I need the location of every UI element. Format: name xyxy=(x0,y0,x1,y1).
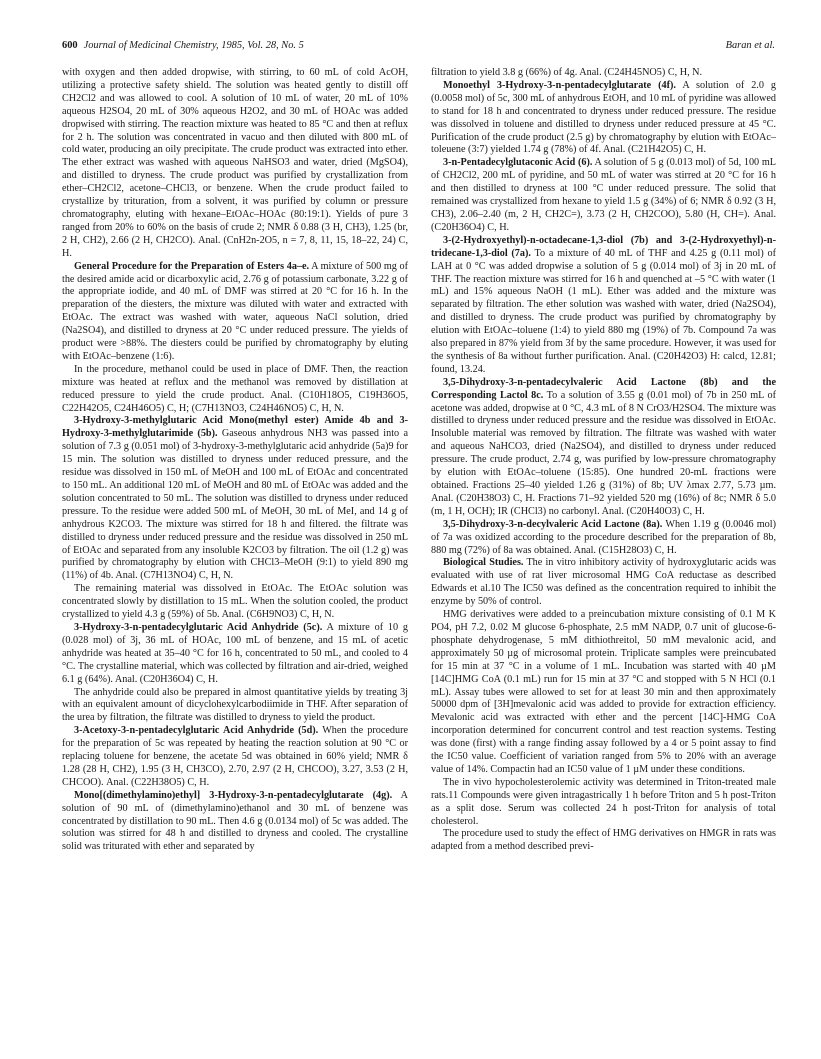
paragraph xyxy=(431,519,776,558)
paragraph-text: HMG derivatives were added to a preincubation mixture consisting of 0.1 M K PO4, pH 7.2, 0.02 M glucose 6-phosphate, 2.5 mM NADP, 0.7 unit of glucose-6-phosphate dehydrogenase, 5 mM dithiothreitol, 50 mM mevalonic acid, and approximately 50 µg of microsomal protein. Triplicate samples were preincubated for 15 min at 37 °C in a volume of 1 mL. Incubation was started with 40 µM [14C]HMG CoA (0.1 mL) run for 15 min at 37 °C and stopped with 5 N HCl (0.1 mL). Assay tubes were allowed to set for at least 30 min and then approximately 50000 dpm of [3H]mevalonic acid was added to provide for extraction efficiency. Mevalonic acid was extracted with ether and the percent [14C]-HMG CoA incorporation determined for concurrent control and test reaction systems. Testing was done (first) with a range finding assay followed by a 4 or 5 point assay to find the IC50 value. Coefficient of variation ranged from 5% to 20% with an average value of 14%. Compactin had an IC50 value of 1 µM under these conditions. xyxy=(431,609,776,775)
paragraph-text: filtration to yield 3.8 g (66%) of 4g. Anal. (C24H45NO5) C, H, N. xyxy=(431,67,703,78)
paragraph-text: with oxygen and then added dropwise, with stirring, to 60 mL of cold AcOH, utilizing a protective safety shield. The solution was heated gently to distill off CH2Cl2 and was allowed to cool. A solution of 10 mL of water, 20 mL of 10% aqueous H2SO4, 20 mL of 30% aqueous H2O2, and 30 mL of HOAc was added dropwised with stirring. The reaction mixture was heated to 85 °C and then at reflux for 2 h. The solution was concentrated in vacuo and then diluted with 800 mL of cold water, producing an oily precipitate. The crude product was extracted into ether. The ether extract was washed with aqueous NaHSO3 and water, dried (MgSO4), and distilled to dryness. The crude product was purified by crystallization from ether–CH2Cl2, acetone–CHCl3, or benzene. When the crude product failed to crystallize by trituration, from a solvent, it was purified by column or pressure chromatography, eluting with hexane–EtOAc–HOAc (80:19:1). Yields of pure 3 ranged from 20% to 60% on the basis of crude 2; NMR δ 0.88 (3 H, CH3), 1.25 (br, 2 H, CH2), 2.66 (2 H, CH2CO). Anal. (CnH2n-2O5, n = 7, 8, 11, 15, 18–22, 24) C, H. xyxy=(62,67,408,259)
paragraph-text: The anhydride could also be prepared in almost quantitative yields by treating 3j with an equivalent amount of dicyclohexylcarbodiimide in THF. After separation of the urea by filtration, the filtrate was distilled to dryness to yield the product. xyxy=(62,686,408,724)
section-heading: Mono[(dimethylamino)ethyl] 3-Hydroxy-3-n-pentadecylglutarate (4g). xyxy=(74,789,393,801)
paragraph-text: To a mixture of 40 mL of THF and 4.25 g (0.11 mol) of LAH at 0 °C was added dropwise a solution of 5 g (0.014 mol) of 3j in 20 mL of THF. The reaction mixture was stirred for 16 h and quenched at –5 °C with water (1 mL) and 15% aqueous NaOH (1 mL). Ether was added and the mixture was separated by filtration. The ether solution was washed with water, dried (Na2SO4), and distilled to dryness. The crude product was purified by chromatography by elution with EtOAc–toluene (1:4) to yield 880 mg (19%) of 7b. Compound 7a was also prepared in 87% yield from 3f by the same procedure. However, it was used for the synthesis of 8a without further purification. Anal. (C20H42O3) H: calcd, 12.81; found, 13.24. xyxy=(431,247,776,375)
paragraph-text: When the procedure for the preparation of 5c was repeated by heating the reaction solution at 90 °C or replacing toluene for benzene, the acetate 5d was obtained in 60% yield; NMR δ 1.28 (28 H, CH2), 1.95 (3 H, CH3CO), 2.70, 2.97 (2 H, CHCOO), 3.27, 3.53 (2 H, CHCOO). Anal. (C22H38O5) C, H. xyxy=(62,725,408,788)
header-left xyxy=(62,40,304,51)
paragraph xyxy=(62,622,408,687)
paragraph-text: A solution of 2.0 g (0.0058 mol) of 5c, 300 mL of anhydrous EtOH, and 10 mL of pyridine was allowed to stand for 18 h and concentrated to dryness under reduced pressure. The residue was dissolved in toluene and distilled to dryness under reduced pressure at 45 °C. Purification of the crude product (2.5 g) by chromatography by elution with EtOAc–toleuene (3:7) yielded 1.74 g (78%) of 4f. Anal. (C21H42O5) C, H. xyxy=(431,79,776,156)
paragraph xyxy=(431,609,776,777)
section-heading: 3-Acetoxy-3-n-pentadecylglutaric Acid Anhydride (5d). xyxy=(74,725,319,737)
paragraph xyxy=(431,235,776,377)
section-heading: 3-n-Pentadecylglutaconic Acid (6). xyxy=(443,157,593,169)
paragraph xyxy=(431,80,776,157)
paragraph xyxy=(62,583,408,622)
paragraph xyxy=(62,415,408,583)
section-heading: Monoethyl 3-Hydroxy-3-n-pentadecylglutarate (4f). xyxy=(443,79,676,91)
paragraph xyxy=(431,777,776,829)
section-heading: 3,5-Dihydroxy-3-n-decylvaleric Acid Lactone (8a). xyxy=(443,518,663,530)
paragraph xyxy=(62,687,408,726)
paragraph xyxy=(431,67,776,80)
paragraph-text: A solution of 90 mL of (dimethylamino)ethanol and 30 mL of benzene was concentrated by distillation to 90 mL. Then 4.6 g (0.0134 mol) of 5c was added. The solution was stirred for 48 h and distilled to dryness and cooled. The crystalline solid was triturated with ether and separated by xyxy=(62,789,408,853)
header-authors: Baran et al. xyxy=(725,40,775,51)
paragraph-text: A mixture of 10 g (0.028 mol) of 3j, 36 mL of HOAc, 100 mL of benzene, and 15 mL of acetic anhydride was heated at 35–40 °C for 16 h, concentrated to 50 mL, and cooled to 4 °C. The crystalline material, which was collected by filtration and air-dried, weighed 6.1 g (64%). Anal. (C20H36O4) C, H. xyxy=(62,621,408,685)
paragraph-text: Gaseous anhydrous NH3 was passed into a solution of 7.3 g (0.051 mol) of 3-hydroxy-3-methylglutaric acid anhydride (5a)9 for 15 min. The solution was distilled to dryness under reduced pressure, and the residue was dissolved in 150 mL of MeOH and 100 mL of EtOAc and concentrated to 150 mL. An additional 120 mL of MeOH and 80 mL of EtOAc was added and the solution concentrated to 50 mL. The solution was distilled to dryness under reduced pressure. To the residue were added 500 mL of MeOH, 30 mL of MeI, and 14 g of anhydrous K2CO3. The mixture was stirred for 18 h and filtered. the filtrate was distilled to dryness under reduced pressure and the residue was dissolved in 250 mL of EtOAc and separated from any insoluble K2CO3 by filtration. The oil (1.2 g) was purified by chromatography by elution with CHCl3–MeOH (9:1) to yield 890 mg (11%) of 4b. Anal. (C7H13NO4) C, H, N. xyxy=(62,428,409,582)
section-heading: 3-Hydroxy-3-methylglutaric Acid Mono(methyl ester) Amide 4b and 3-Hydroxy-3-methylglutarimide (5b). xyxy=(62,415,408,440)
paragraph xyxy=(62,67,408,261)
paragraph xyxy=(431,828,776,854)
section-heading: 3-(2-Hydroxyethyl)-n-octadecane-1,3-diol (7b) and 3-(2-Hydroxyethyl)-n-tridecane-1,3-diol (7a). xyxy=(431,234,776,259)
section-heading: General Procedure for the Preparation of Esters 4a–e. xyxy=(74,260,310,272)
paragraph-text: The in vitro inhibitory activity of hydroxyglutaric acids was evaluated with use of rat liver microsomal HMG CoA reductase as described Edwards et al.10 The IC50 was defined as the concentration required to inhibit the enzyme by 50% of control. xyxy=(431,557,776,608)
paragraph xyxy=(431,157,776,234)
running-header xyxy=(62,40,775,56)
paragraph-text: The remaining material was dissolved in EtOAc. The EtOAc solution was concentrated slowly by distillation to 15 mL. When the solution cooled, the product crystallized to yield 4.3 g (59%) of 5b. Anal. (C6H9NO3) C, H, N. xyxy=(62,583,408,621)
paragraph-text: A solution of 5 g (0.013 mol) of 5d, 100 mL of CH2Cl2, 200 mL of pyridine, and 50 mL of water was stirred at 20 °C for 16 h and then distilled to dryness at 100 °C under reduced pressure. The solid that remained was crystallized from hexane to yield 1.5 g (34%) of 6; NMR δ 0.92 (3 H, CH3), 2.06–2.40 (m, 2 H, CH2C=), 3.73 (2 H, CH2COO), 5.80 (H, CH=). Anal. (C20H36O4) C, H. xyxy=(431,157,776,233)
section-heading: 3-Hydroxy-3-n-pentadecylglutaric Acid Anhydride (5c). xyxy=(74,621,323,633)
section-heading: 3,5-Dihydroxy-3-n-pentadecylvaleric Acid Lactone (8b) and the Corresponding Lactol 8c. xyxy=(431,376,776,401)
paragraph xyxy=(62,790,408,855)
paragraph-text: A mixture of 500 mg of the desired amide acid or dicarboxylic acid, 2.76 g of potassium carbonate, 3.22 g of the appropriate iodide, and 40 mL of DMF was stirred at 20 °C for 16 h. In the preparation of the diesters, the mixture was diluted with water and extracted with EtOAc. The extract was washed with water, aqueous NaCl solution, dried (Na2SO4), and distilled to dryness at 20 °C under reduced pressure. The yields of product were >88%. The diesters could be purified by chromatography by eluting with EtOAc–benzene (1:6). xyxy=(62,260,408,362)
journal-citation: Journal of Medicinal Chemistry, 1985, Vol. 28, No. 5 xyxy=(83,40,304,51)
paragraph-text: When 1.19 g (0.0046 mol) of 7a was oxidized according to the procedure described for the preparation of 8b, 880 mg (72%) of 8a was obtained. Anal. (C15H28O3) C, H. xyxy=(431,518,776,556)
paragraph xyxy=(62,725,408,790)
page-number: 600 xyxy=(62,40,78,51)
section-heading: Biological Studies. xyxy=(443,557,524,569)
paragraph xyxy=(431,377,776,519)
right-column xyxy=(431,67,776,854)
paragraph-text: The procedure used to study the effect of HMG derivatives on HMGR in rats was adapted from a method described previ- xyxy=(431,828,776,853)
paragraph-text: The in vivo hypocholesterolemic activity was determined in Triton-treated male rats.11 Compounds were given intragastrically 1 h before Triton and 5 h post-Triton as a split dose. Serum was collected 24 h post-Triton for analysis of total cholesterol. xyxy=(431,776,776,827)
paragraph xyxy=(62,364,408,416)
paragraph-text: In the procedure, methanol could be used in place of DMF. Then, the reaction mixture was heated at reflux and the methanol was removed by distillation at reduced pressure to yield the crude product. Anal. (C10H18O5, C19H36O5, C22H42O5, C24H46O5) C, H; (C7H13NO3, C24H46NO5) C, H, N. xyxy=(62,363,408,414)
paragraph xyxy=(431,557,776,609)
paragraph-text: To a solution of 3.55 g (0.01 mol) of 7b in 250 mL of acetone was added, dropwise at 0 °C, 4.3 mL of 8 N CrO3/H2SO4. The mixture was distilled to dryness under reduced pressure and the residue was dissolved in EtOAc. Insoluble material was removed by filtration. The filtrate was washed with water and aqueous NaHCO3, dried (Na2SO4), and distilled to dryness under reduced pressure. The crude product, 2.74 g, was purified by low-pressure chromatography by elution with EtOAc–toluene (15:85). One hundred 20-mL fractions were obtained. Fractions 25–40 yielded 1.26 g (31%) of 8b; UV λmax 2.77, 5.73 µm. Anal. (C20H38O3) C, H. Fractions 71–92 yielded 520 mg (16%) of 8c; NMR δ 5.0 (m, 1 H, OCH); IR (CHCl3) no carbonyl. Anal. (C20H40O3) C, H. xyxy=(431,389,776,517)
left-column xyxy=(62,67,408,854)
paragraph xyxy=(62,261,408,364)
